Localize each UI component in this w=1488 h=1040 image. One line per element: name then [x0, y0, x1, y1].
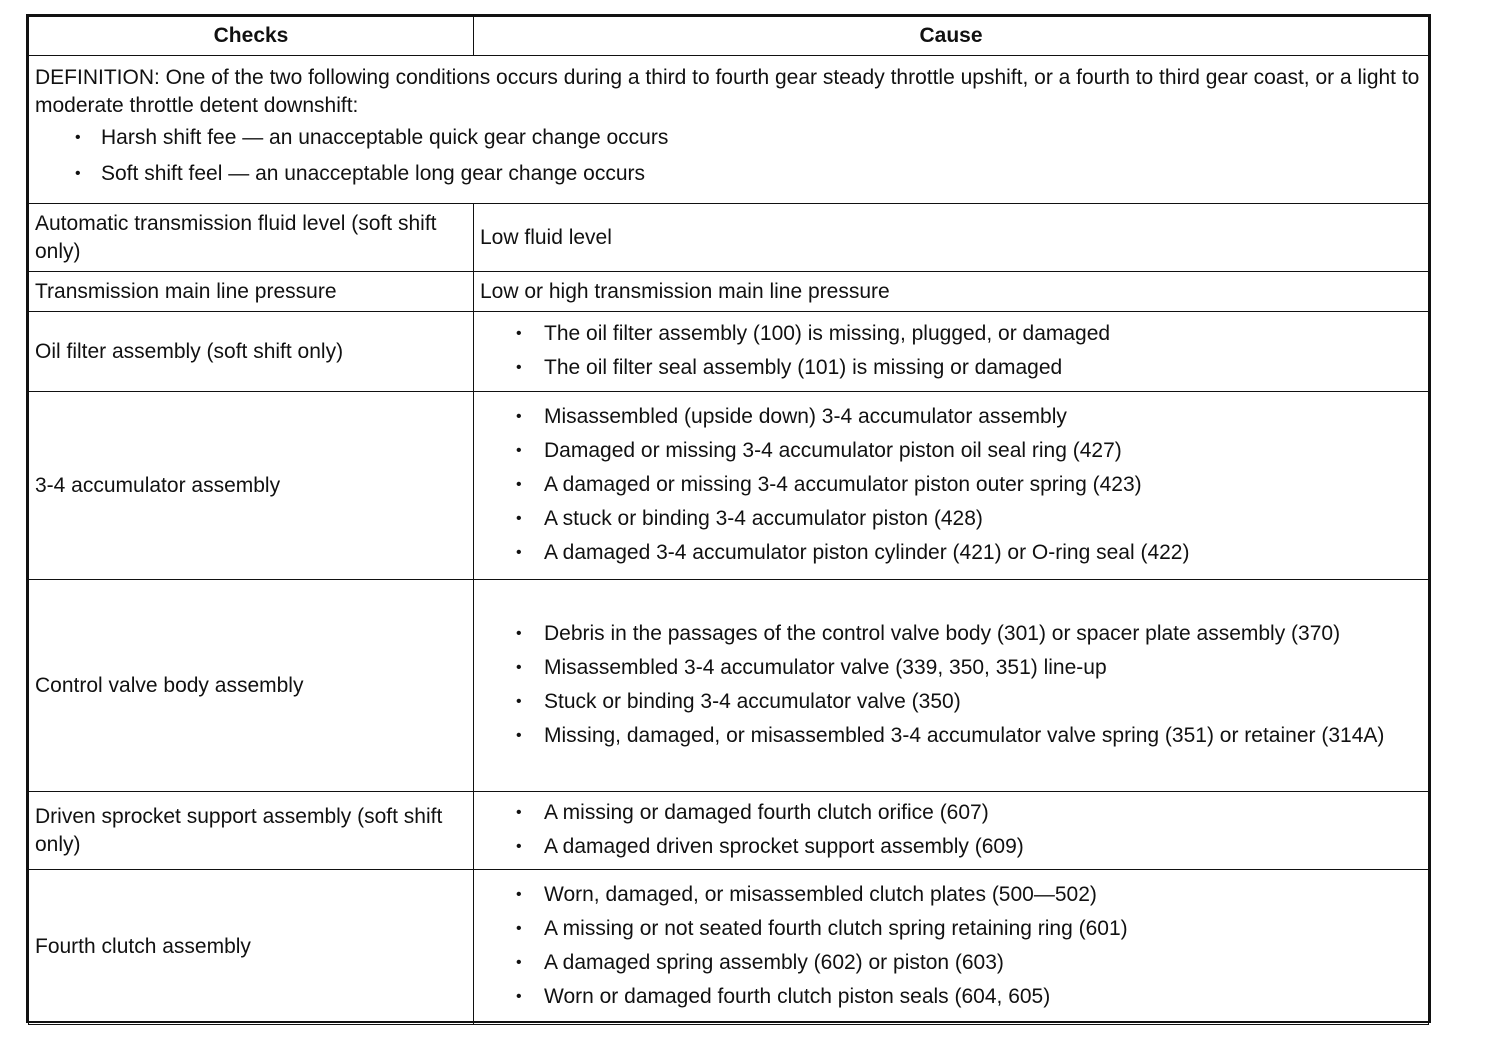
cause-item: • Damaged or missing 3-4 accumulator piston oil seal ring (427): [480, 437, 1422, 465]
cause-item: • Stuck or binding 3-4 accumulator valve (350): [480, 688, 1422, 716]
definition-bullet: • Soft shift feel — an unacceptable long gear change occurs: [35, 160, 1422, 188]
header-row: [29, 17, 1429, 56]
check-cell: Oil filter assembly (soft shift only): [29, 312, 474, 392]
cause-item: • A damaged spring assembly (602) or piston (603): [480, 949, 1422, 977]
definition-row: [29, 56, 1429, 204]
definition-cell: [29, 56, 1429, 204]
definition-bullet: • Harsh shift fee — an unacceptable quick gear change occurs: [35, 124, 1422, 152]
check-cell: Transmission main line pressure: [29, 272, 474, 312]
table-row: [29, 204, 1429, 272]
check-cell: Fourth clutch assembly: [29, 870, 474, 1025]
definition-bullets: [35, 124, 1422, 188]
cause-header: Cause: [474, 17, 1429, 56]
cause-item: • A damaged driven sprocket support assembly (609): [480, 833, 1422, 861]
check-cell: 3-4 accumulator assembly: [29, 392, 474, 580]
diagnostic-table-page: [26, 14, 1431, 1023]
cause-item: • Misassembled 3-4 accumulator valve (339, 350, 351) line-up: [480, 654, 1422, 682]
cause-item: • A damaged 3-4 accumulator piston cylinder (421) or O-ring seal (422): [480, 539, 1422, 567]
cause-cell: [474, 792, 1429, 870]
cause-list: [480, 620, 1422, 750]
cause-cell: Low or high transmission main line pressure: [474, 272, 1429, 312]
cause-item: • A damaged or missing 3-4 accumulator piston outer spring (423): [480, 471, 1422, 499]
cause-list: [480, 403, 1422, 567]
cause-item: • Misassembled (upside down) 3-4 accumulator assembly: [480, 403, 1422, 431]
cause-list: [480, 320, 1422, 382]
table-row: [29, 580, 1429, 792]
cause-item: • A missing or damaged fourth clutch orifice (607): [480, 799, 1422, 827]
cause-item: • The oil filter seal assembly (101) is missing or damaged: [480, 354, 1422, 382]
table-row: [29, 870, 1429, 1025]
cause-item: • Worn or damaged fourth clutch piston seals (604, 605): [480, 983, 1422, 1011]
check-cell: Automatic transmission fluid level (soft shift only): [29, 204, 474, 272]
table-row: [29, 392, 1429, 580]
cause-item: • A stuck or binding 3-4 accumulator piston (428): [480, 505, 1422, 533]
definition-text: DEFINITION: One of the two following conditions occurs during a third to fourth gear steady throttle upshift, or a fourth to third gear coast, or a light to moderate throttle detent downshift:: [35, 65, 1420, 117]
cause-cell: [474, 870, 1429, 1025]
cause-item: • Worn, damaged, or misassembled clutch plates (500—502): [480, 881, 1422, 909]
cause-list: [480, 799, 1422, 861]
check-cell: Control valve body assembly: [29, 580, 474, 792]
check-cell: Driven sprocket support assembly (soft shift only): [29, 792, 474, 870]
table-row: [29, 312, 1429, 392]
cause-cell: Low fluid level: [474, 204, 1429, 272]
table-row: [29, 792, 1429, 870]
table-row: [29, 272, 1429, 312]
cause-cell: [474, 580, 1429, 792]
cause-item: • Missing, damaged, or misassembled 3-4 accumulator valve spring (351) or retainer (314A): [480, 722, 1422, 750]
cause-item: • A missing or not seated fourth clutch spring retaining ring (601): [480, 915, 1422, 943]
diagnostic-table: [28, 16, 1429, 1025]
checks-header: Checks: [29, 17, 474, 56]
cause-item: • The oil filter assembly (100) is missing, plugged, or damaged: [480, 320, 1422, 348]
cause-cell: [474, 312, 1429, 392]
cause-cell: [474, 392, 1429, 580]
cause-item: • Debris in the passages of the control valve body (301) or spacer plate assembly (370): [480, 620, 1422, 648]
cause-list: [480, 881, 1422, 1011]
